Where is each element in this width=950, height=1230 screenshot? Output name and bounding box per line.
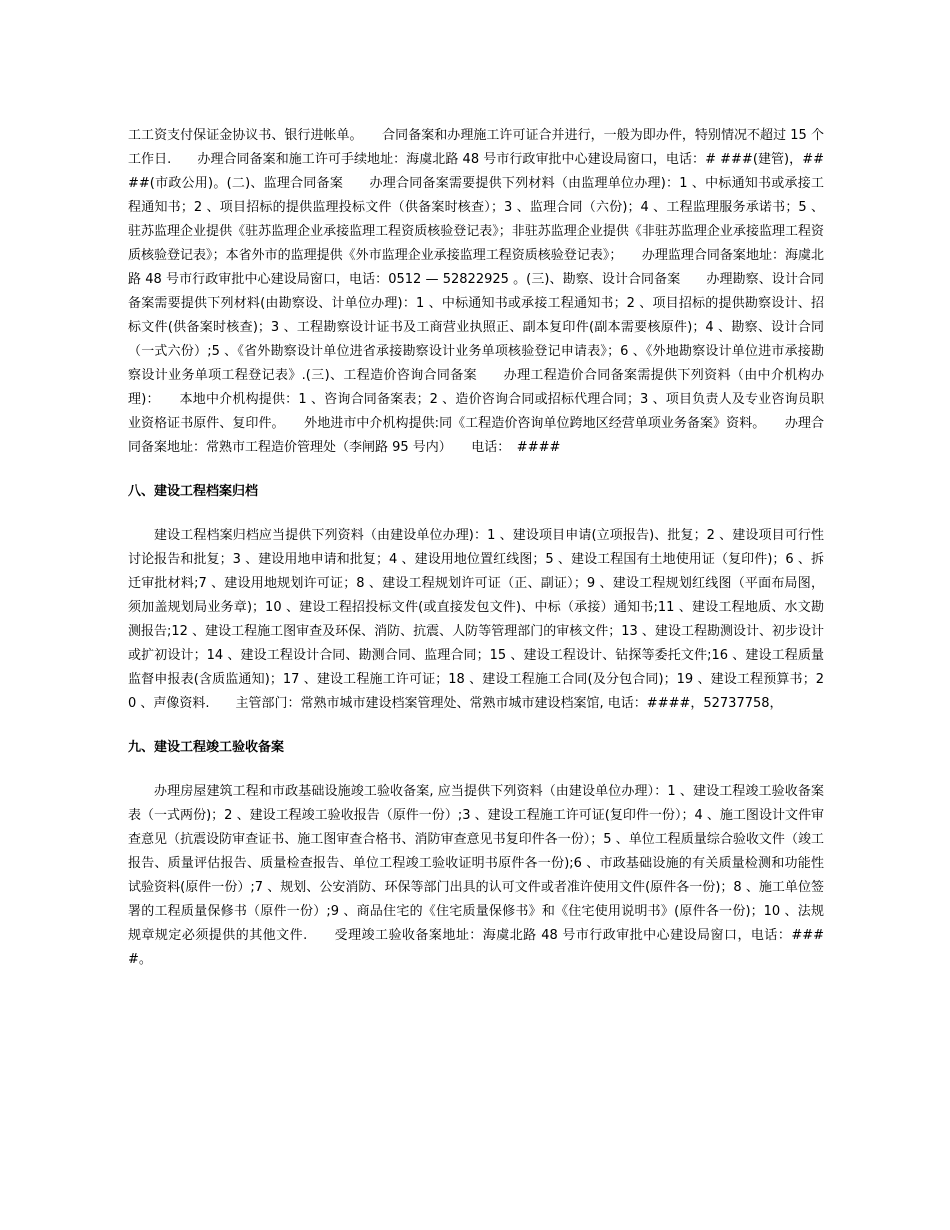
section-9-heading: 九、建设工程竣工验收备案 xyxy=(128,740,285,755)
section-9-paragraph: 办理房屋建筑工程和市政基础设施竣工验收备案, 应当提供下列资料（由建设单位办理）：1 、建设工程竣工验收备案表（一式两份)；2 、建设工程竣工验收报告（原件一份）;3 、建设工程施工许可证(复印件一份）；4 、施工图设计文件审查意见（抗震设防审查证书、施工图审查合格书、消防审查意见书复印件各一份）；5 、单位工程质量综合验收文件（竣工报告、质量评估报告、质量检查报告、单位工程竣工验收证明书原件各一份);6 、市政基础设施的有关质量检测和功能性试验资料(原件一份）;7 、规划、公安消防、环保等部门出具的认可文件或者准许使用文件(原件各一份)；8 、施工单位签署的工程质量保修书（原件一份）;9 、商品住宅的《住宅质量保修书》和《住宅使用说明书》(原件各一份)；10 、法规规章规定必须提供的其他文件. 受理竣工验收备案地址：海虞北路 48 号市行政审批中心建设局窗口，电话：####。 xyxy=(128,784,824,967)
section-8-paragraph: 建设工程档案归档应当提供下列资料（由建设单位办理)：1 、建设项目申请(立项报告)、批复；2 、建设项目可行性讨论报告和批复；3 、建设用地申请和批复；4 、建设用地位置红线图；5 、建设工程国有土地使用证（复印件)；6 、拆迁审批材料;7 、建设用地规划许可证；8 、建设工程规划许可证（正、副证）；9 、建设工程规划红线图（平面布局图，须加盖规划局业务章)；10 、建设工程招投标文件(或直接发包文件)、中标（承接）通知书;11 、建设工程地质、水文勘测报告;12 、建设工程施工图审查及环保、消防、抗震、人防等管理部门的审核文件；13 、建设工程勘测设计、初步设计或扩初设计；14 、建设工程设计合同、勘测合同、监理合同；15 、建设工程设计、钻探等委托文件;16 、建设工程质量监督申报表(含质监通知)；17 、建设工程施工许可证；18 、建设工程施工合同(及分包合同)；19 、建设工程预算书；20 、声像资料. 主管部门：常熟市城市建设档案管理处、常熟市城市建设档案馆, 电话：####，52737758， xyxy=(128,528,824,711)
section-8-heading: 八、建设工程档案归档 xyxy=(128,484,259,499)
document-page xyxy=(128,124,824,972)
section-7-continued-paragraph: 工工资支付保证金协议书、银行进帐单。 合同备案和办理施工许可证合并进行，一般为即办件，特别情况不超过 15 个工作日. 办理合同备案和施工许可手续地址：海虞北路 48 号市行政审批中心建设局窗口，电话：# ###(建管)，####(市政公用)。(二)、监理合同备案 办理合同备案需要提供下列材料（由监理单位办理)：1 、中标通知书或承接工程通知书；2 、项目招标的提供监理投标文件（供备案时核查）；3 、监理合同（六份)；4 、工程监理服务承诺书；5 、驻苏监理企业提供《驻苏监理企业承接监理工程资质核验登记表》；非驻苏监理企业提供《非驻苏监理企业承接监理工程资质核验登记表》；本省外市的监理提供《外市监理企业承接监理工程资质核验登记表》； 办理监理合同备案地址：海虞北路 48 号市行政审批中心建设局窗口，电话：0512 — 52822925 。(三)、勘察、设计合同备案 办理勘察、设计合同备案需要提供下列材料(由勘察设、计单位办理)：1 、中标通知书或承接工程通知书；2 、项目招标的提供勘察设计、招标文件(供备案时核查)；3 、工程勘察设计证书及工商营业执照正、副本复印件(副本需要核原件)；4 、勘察、设计合同（一式六份）;5 、《省外勘察设计单位进省承接勘察设计业务单项核验登记申请表》；6 、《外地勘察设计单位进市承接勘察设计业务单项工程登记表》.(三)、工程造价咨询合同备案 办理工程造价合同备案需提供下列资料（由中介机构办理)： 本地中介机构提供：1 、咨询合同备案表；2 、造价咨询合同或招标代理合同；3 、项目负责人及专业咨询员职业资格证书原件、复印件。 外地进市中介机构提供:同《工程造价咨询单位跨地区经营单项业务备案》资料。 办理合同备案地址：常熟市工程造价管理处（李闸路 95 号内） 电话： #### xyxy=(128,128,824,455)
